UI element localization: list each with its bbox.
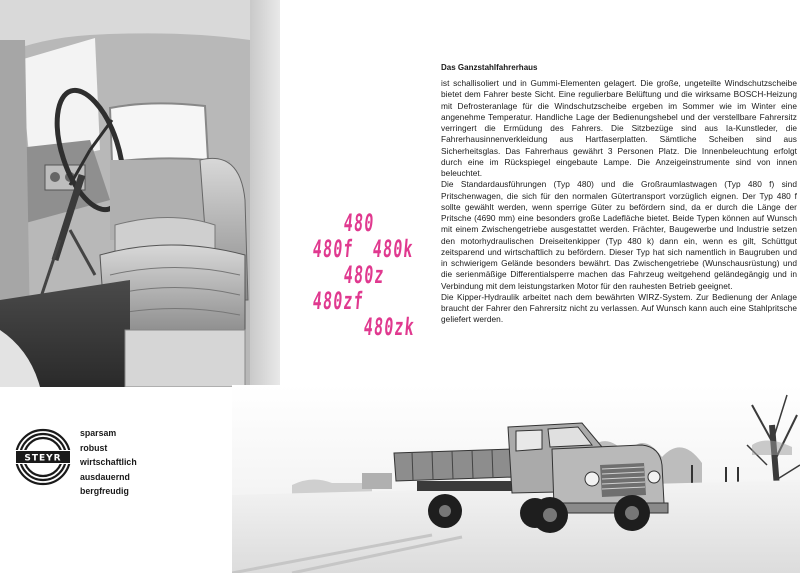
article-body [441, 78, 797, 326]
truck-winter-photo [232, 385, 800, 573]
slogan-list [80, 426, 137, 499]
model-480k: 480k [371, 235, 415, 263]
steyr-logo [14, 428, 72, 486]
article-paragraph: Die Standardausführungen (Typ 480) und die Großraumlastwagen (Typ 480 f) sind Pritschenwagen, die sich für den normalen Gütertransport vorzüglich eignen. Der Typ 480 f sollte gewählt werden, wenn sperrige Güter zu befördern sind, da er durch die Länge der Pritsche (4690 mm) eine besonders große Ladefläche bietet. Beide Typen können auf Wunsch mit einem Zwischengetriebe ausgestattet werden. Frächter, Baugewerbe und Industrie setzen den motorhydraulischen Dreiseitenkipper (Typ 480 k) dann ein, wenn es gilt, Schüttgut zeitsparend und wirtschaftlich zu befördern. Dieser Typ hat sich namentlich in Baugruben und in schwierigem Gelände besonders bewährt. Das Zwischengetriebe (Wunschausrüstung) und die serienmäßige Differentialsperre machen das Fahrzeug weitgehend geländegängig und in Verbindung mit dem leistungstarken Motor für den rauhesten Betrieb geeignet. [441, 179, 797, 291]
slogan-item: bergfreudig [80, 486, 129, 497]
cab-interior-illustration [0, 0, 280, 387]
model-480: 480 [342, 209, 376, 237]
model-480z: 480z [342, 261, 386, 289]
article-heading: Das Ganzstahlfahrerhaus [441, 63, 538, 72]
model-480zk: 480zk [362, 313, 417, 341]
steyr-logo-icon [14, 428, 72, 486]
logo-text: STEYR [24, 453, 62, 464]
slogan-item: ausdauernd [80, 471, 130, 482]
slogan-item: wirtschaftlich [80, 457, 137, 468]
article-paragraph: ist schallisoliert und in Gummi-Elementen gelagert. Die große, ungeteilte Windschutzscheibe bietet dem Fahrer beste Sicht. Eine regulierbare Belüftung und die wirksame BOSCH-Heizung mit Defrosteranlage für die Windschutzscheibe ergeben im Sommer wie im Winter eine angenehme Temperatur. Handliche Lage der Bedienungshebel und der verstellbare Fahrersitz verringert die Ermüdung des Fahrers. Die Sitzbezüge sind aus Ia-Kunstleder, die Fahrerhausinnenverkleidung aus Hartfaserplatten. Sämtliche Scheiben sind aus Sicherheitsglas. Das Fahrerhaus gewährt 3 Personen Platz. Die Innenbeleuchtung erfolgt durch eine im Rückspiegel eingebaute Lampe. Die Anzeigeinstrumente sind von innen beleuchtet. [441, 78, 797, 178]
model-480zf: 480zf [311, 287, 366, 315]
slogan-item: sparsam [80, 428, 117, 438]
slogan-item: robust [80, 442, 108, 453]
model-480f: 480f [311, 235, 355, 263]
truck-illustration [232, 385, 800, 573]
cab-interior-photo [0, 0, 280, 387]
article-paragraph: Die Kipper-Hydraulik arbeitet nach dem bewährten WIRZ-System. Zur Bedienung der Anlage braucht der Fahrer den Fahrersitz nicht zu verlassen. Auf Wunsch kann auch eine Stahlpritsche geliefert werden. [441, 291, 797, 325]
